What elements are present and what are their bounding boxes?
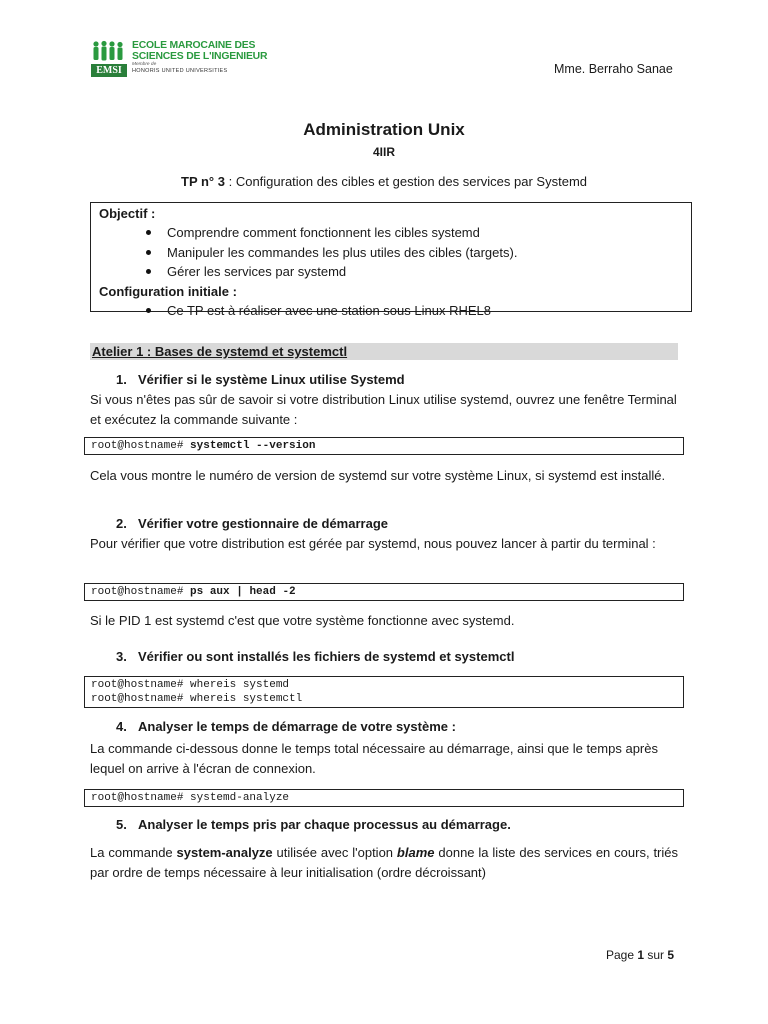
logo-line-3: Membre de: [132, 62, 157, 67]
step-2-after-text: Si le PID 1 est systemd c'est que votre système fonctionne avec systemd.: [90, 613, 515, 628]
step-number: 4.: [116, 719, 127, 734]
step-5-text: [90, 843, 678, 883]
page-separator: sur: [644, 948, 668, 962]
command-line: root@hostname# systemd-analyze: [91, 792, 290, 804]
command-line: root@hostname# whereis systemctl: [91, 693, 303, 705]
command-text: ps aux | head -2: [190, 586, 296, 598]
step-5-title: [116, 817, 511, 832]
command-line: root@hostname# whereis systemd: [91, 679, 290, 691]
section-atelier-1: [90, 343, 678, 360]
command-box-2: [84, 583, 684, 601]
config-list: [99, 301, 683, 321]
command-name: system-analyze: [176, 845, 273, 860]
objective-item: Manipuler les commandes les plus utiles des cibles (targets).: [167, 243, 683, 263]
step-number: 2.: [116, 516, 127, 531]
command-box-1: [84, 437, 684, 455]
logo-line-2: SCIENCES DE L'INGENIEUR: [132, 51, 268, 62]
logo-line-1: ECOLE MAROCAINE DES: [132, 40, 256, 51]
tp-heading: [0, 174, 768, 189]
text-run: La commande: [90, 845, 177, 860]
objective-item: Gérer les services par systemd: [167, 262, 683, 282]
option-name: blame: [396, 845, 435, 860]
author-name: Mme. Berraho Sanae: [554, 62, 673, 76]
objective-list: [99, 223, 683, 282]
objective-box: [90, 202, 692, 318]
step-title-text: Analyser le temps de démarrage de votre système :: [138, 719, 456, 734]
logo-text: [132, 40, 268, 74]
step-4-title: [116, 719, 456, 734]
step-title-text: Vérifier ou sont installés les fichiers de systemd et systemctl: [138, 649, 515, 664]
command-text: systemctl --version: [190, 440, 316, 452]
tp-label: TP n° 3: [181, 174, 225, 189]
page-number: 1: [637, 948, 645, 962]
step-2-title: [116, 516, 388, 531]
logo-line-4: HONORIS UNITED UNIVERSITIES: [132, 68, 228, 74]
objective-item: Comprendre comment fonctionnent les cibles systemd: [167, 223, 683, 243]
objective-heading: Objectif :: [99, 206, 156, 221]
step-3-title: [116, 649, 514, 664]
page-total: 5: [667, 948, 675, 962]
step-number: 5.: [116, 817, 127, 832]
step-number: 3.: [116, 649, 127, 664]
config-heading: Configuration initiale :: [99, 283, 237, 299]
step-1-after-text: Cela vous montre le numéro de version de systemd sur votre système Linux, si systemd est installé.: [90, 468, 666, 483]
tp-text: : Configuration des cibles et gestion des services par Systemd: [224, 174, 587, 189]
step-number: 1.: [116, 372, 127, 387]
command-box-4: [84, 789, 684, 807]
page-label: Page: [606, 948, 638, 962]
class-level: 4IIR: [372, 145, 395, 159]
step-title-text: Analyser le temps pris par chaque processus au démarrage.: [138, 817, 511, 832]
logo-badge: EMSI: [96, 65, 122, 76]
command-box-3: [84, 676, 684, 708]
step-title-text: Vérifier votre gestionnaire de démarrage: [138, 516, 388, 531]
text-run: donne la liste des services en cours, triés par ordre de temps nécessaire à leur initialisation (ordre décroissant): [90, 845, 678, 880]
step-2-text: Pour vérifier que votre distribution est gérée par systemd, nous pouvez lancer à partir du terminal :: [90, 536, 656, 551]
step-title-text: Vérifier si le système Linux utilise Systemd: [138, 372, 405, 387]
step-1-text: Si vous n'êtes pas sûr de savoir si votre distribution Linux utilise systemd, ouvrez une fenêtre Terminal et exécutez la commande suivante :: [90, 392, 677, 427]
command-prompt: root@hostname#: [91, 440, 191, 452]
command-prompt: root@hostname#: [91, 586, 191, 598]
page-footer: [606, 948, 674, 962]
atelier-title: Atelier 1 : Bases de systemd et systemctl: [92, 344, 348, 359]
step-1-title: [116, 372, 405, 387]
config-item: Ce TP est à réaliser avec une station sous Linux RHEL8: [167, 301, 683, 321]
document-title: Administration Unix: [303, 120, 465, 139]
step-4-text: La commande ci-dessous donne le temps total nécessaire au démarrage, ainsi que le temps après lequel on arrive à l'écran de connexion.: [90, 741, 658, 776]
text-run: utilisée avec l'option: [272, 845, 397, 860]
